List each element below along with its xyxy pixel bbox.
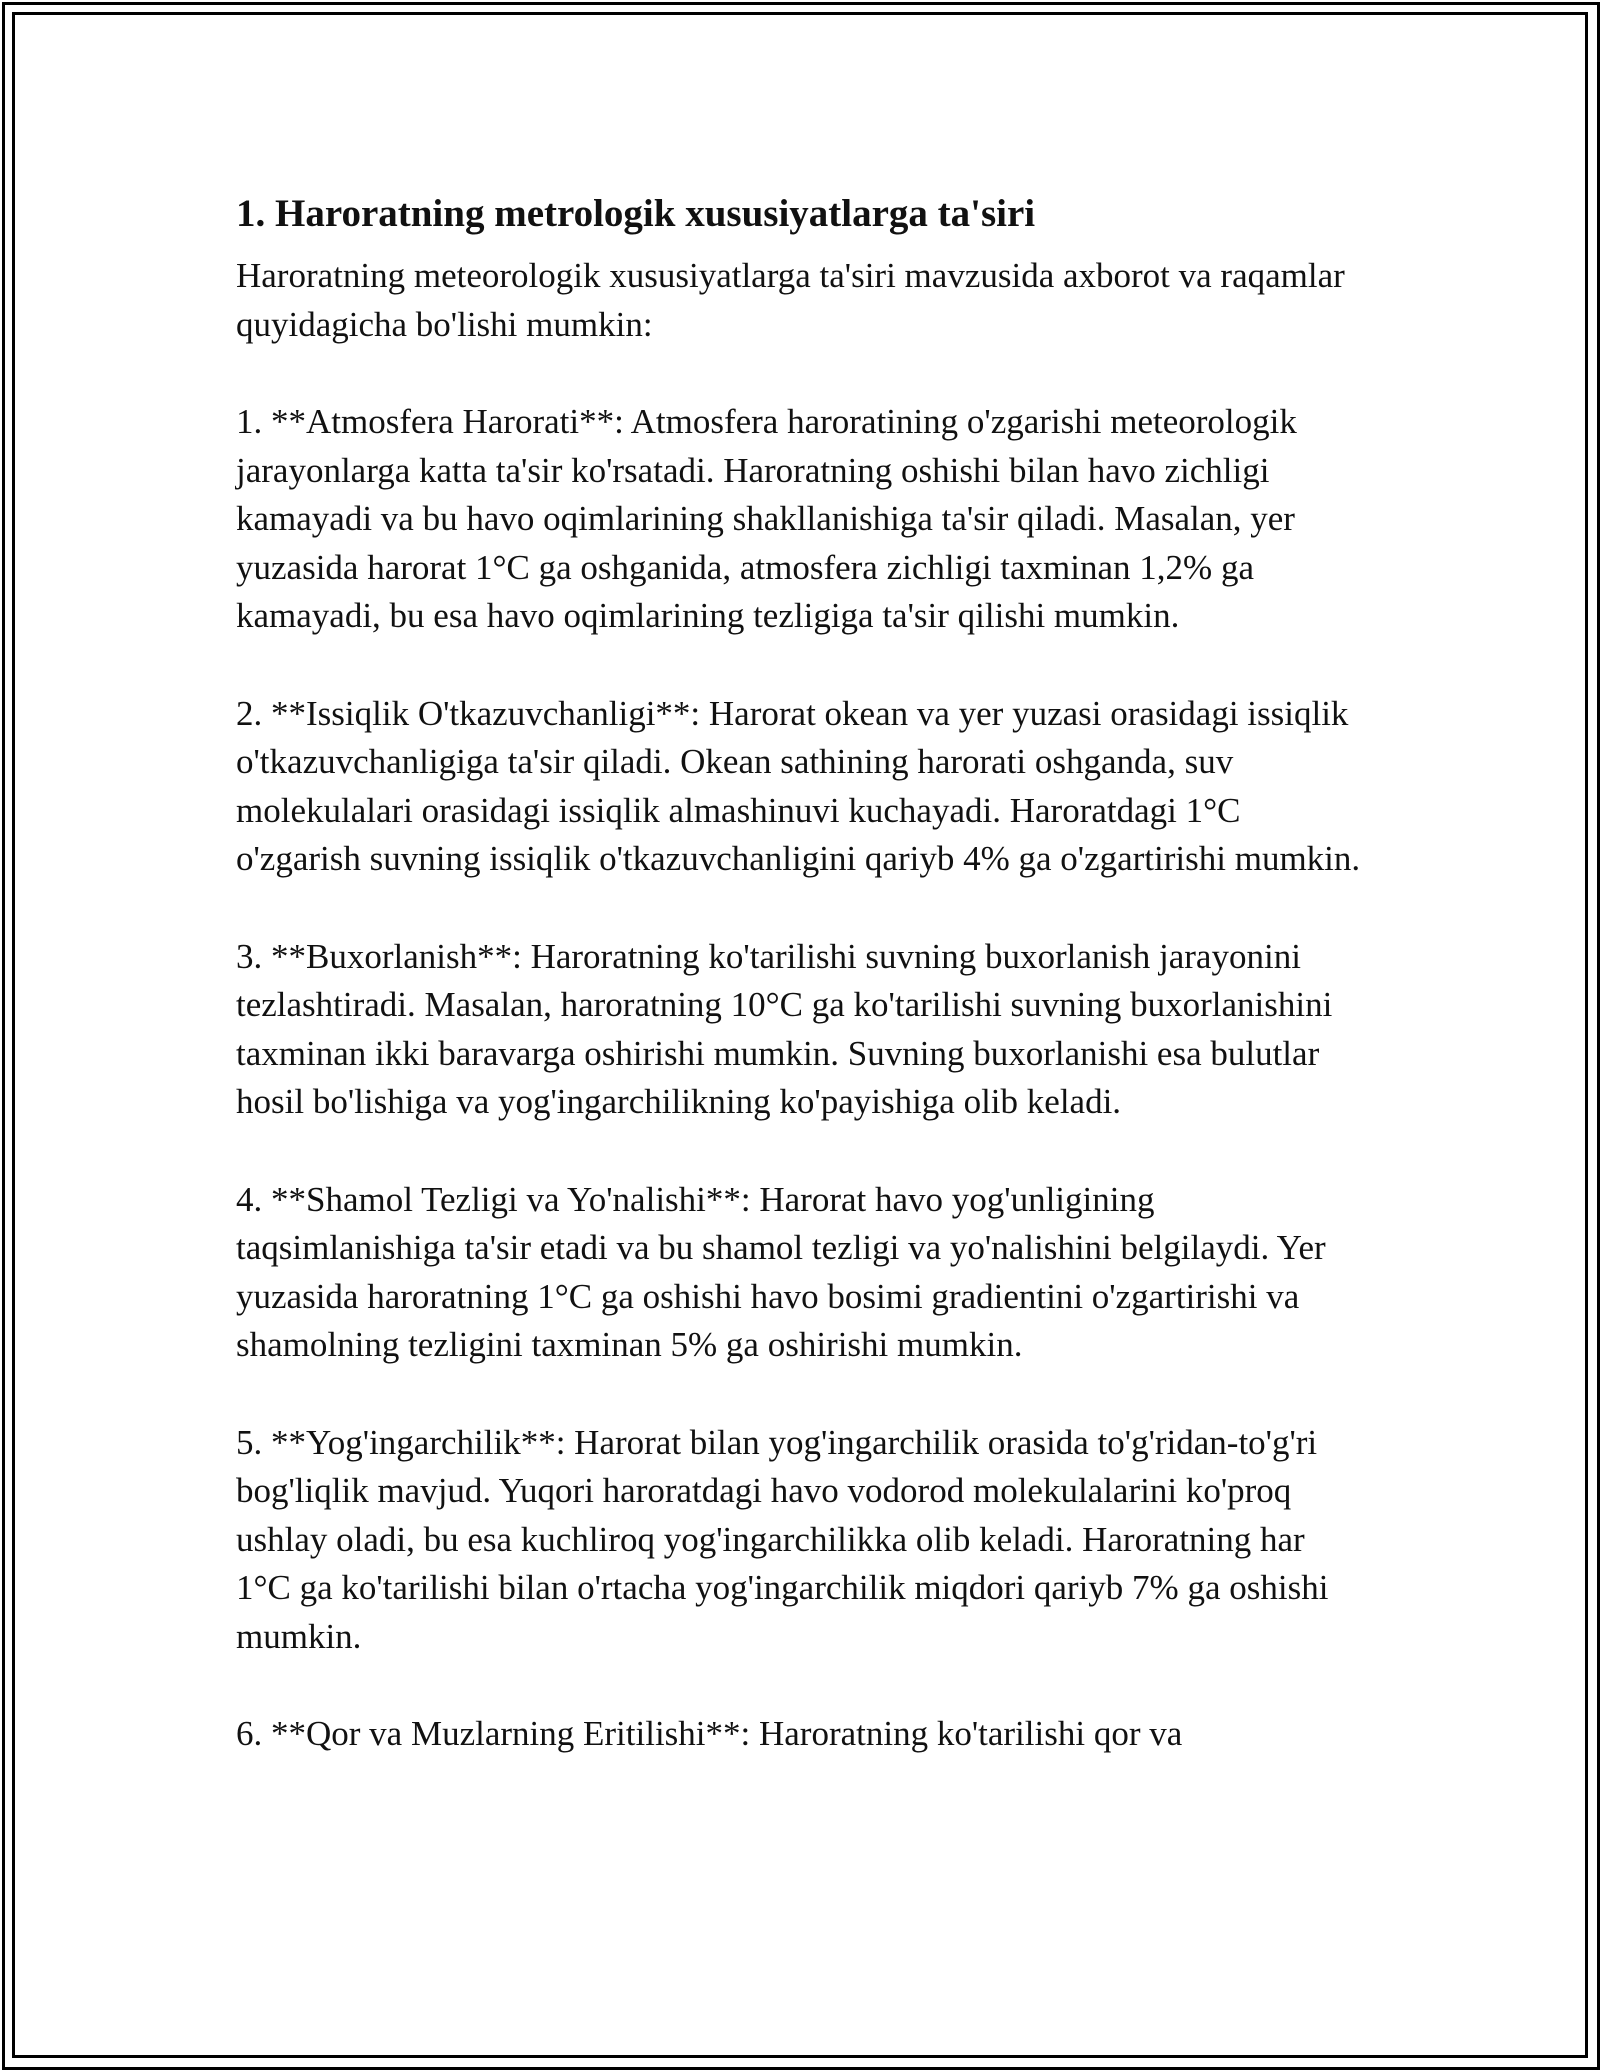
paragraph-qor-muzlar: 6. **Qor va Muzlarning Eritilishi**: Haroratning ko'tarilishi qor va xyxy=(236,1714,1183,1753)
document-title: 1. Haroratning metrologik xususiyatlarga ta'siri xyxy=(236,192,1036,235)
paragraph-issiqlik-otkazuvchanligi: 2. **Issiqlik O'tkazuvchanligi**: Harorat okean va yer yuzasi orasidagi issiqlik o'tkazuvchanligiga ta'sir qiladi. Okean sathining harorati oshganda, suv molekulalari orasidagi issiqlik almashinuvi kuchayadi. Haroratdagi 1°C o'zgarish suvning issiqlik o'tkazuvchanligini qariyb 4% ga o'zgartirishi mumkin. xyxy=(236,693,1361,878)
intro-paragraph: Haroratning meteorologik xususiyatlarga ta'siri mavzusida axborot va raqamlar quyidagicha bo'lishi mumkin: xyxy=(236,256,1345,344)
paragraph-atmosfera-harorati: 1. **Atmosfera Harorati**: Atmosfera haroratining o'zgarishi meteorologik jarayonlarga katta ta'sir ko'rsatadi. Haroratning oshishi bilan havo zichligi kamayadi va bu havo oqimlarining shakllanishiga ta'sir qiladi. Masalan, yer yuzasida harorat 1°C ga oshganida, atmosfera zichligi taxminan 1,2% ga kamayadi, bu esa havo oqimlarining tezligiga ta'sir qilishi mumkin. xyxy=(236,402,1297,635)
document-body xyxy=(236,184,1366,1808)
paragraph-buxorlanish: 3. **Buxorlanish**: Haroratning ko'tarilishi suvning buxorlanish jarayonini tezlashtiradi. Masalan, haroratning 10°C ga ko'tarilishi suvning buxorlanishini taxminan ikki baravarga oshirishi mumkin. Suvning buxorlanishi esa bulutlar hosil bo'lishiga va yog'ingarchilikning ko'payishiga olib keladi. xyxy=(236,936,1333,1121)
paragraph-yogingarchilik: 5. **Yog'ingarchilik**: Harorat bilan yog'ingarchilik orasida to'g'ridan-to'g'ri bog'liqlik mavjud. Yuqori haroratdagi havo vodorod molekulalarini ko'proq ushlay oladi, bu esa kuchliroq yog'ingarchilikka olib keladi. Haroratning har 1°C ga ko'tarilishi bilan o'rtacha yog'ingarchilik miqdori qariyb 7% ga oshishi mumkin. xyxy=(236,1422,1329,1656)
paragraph-shamol-tezligi: 4. **Shamol Tezligi va Yo'nalishi**: Harorat havo yog'unligining taqsimlanishiga ta'sir etadi va bu shamol tezligi va yo'nalishini belgilaydi. Yer yuzasida haroratning 1°C ga oshishi havo bosimi gradientini o'zgartirishi va shamolning tezligini taxminan 5% ga oshirishi mumkin. xyxy=(236,1179,1326,1364)
